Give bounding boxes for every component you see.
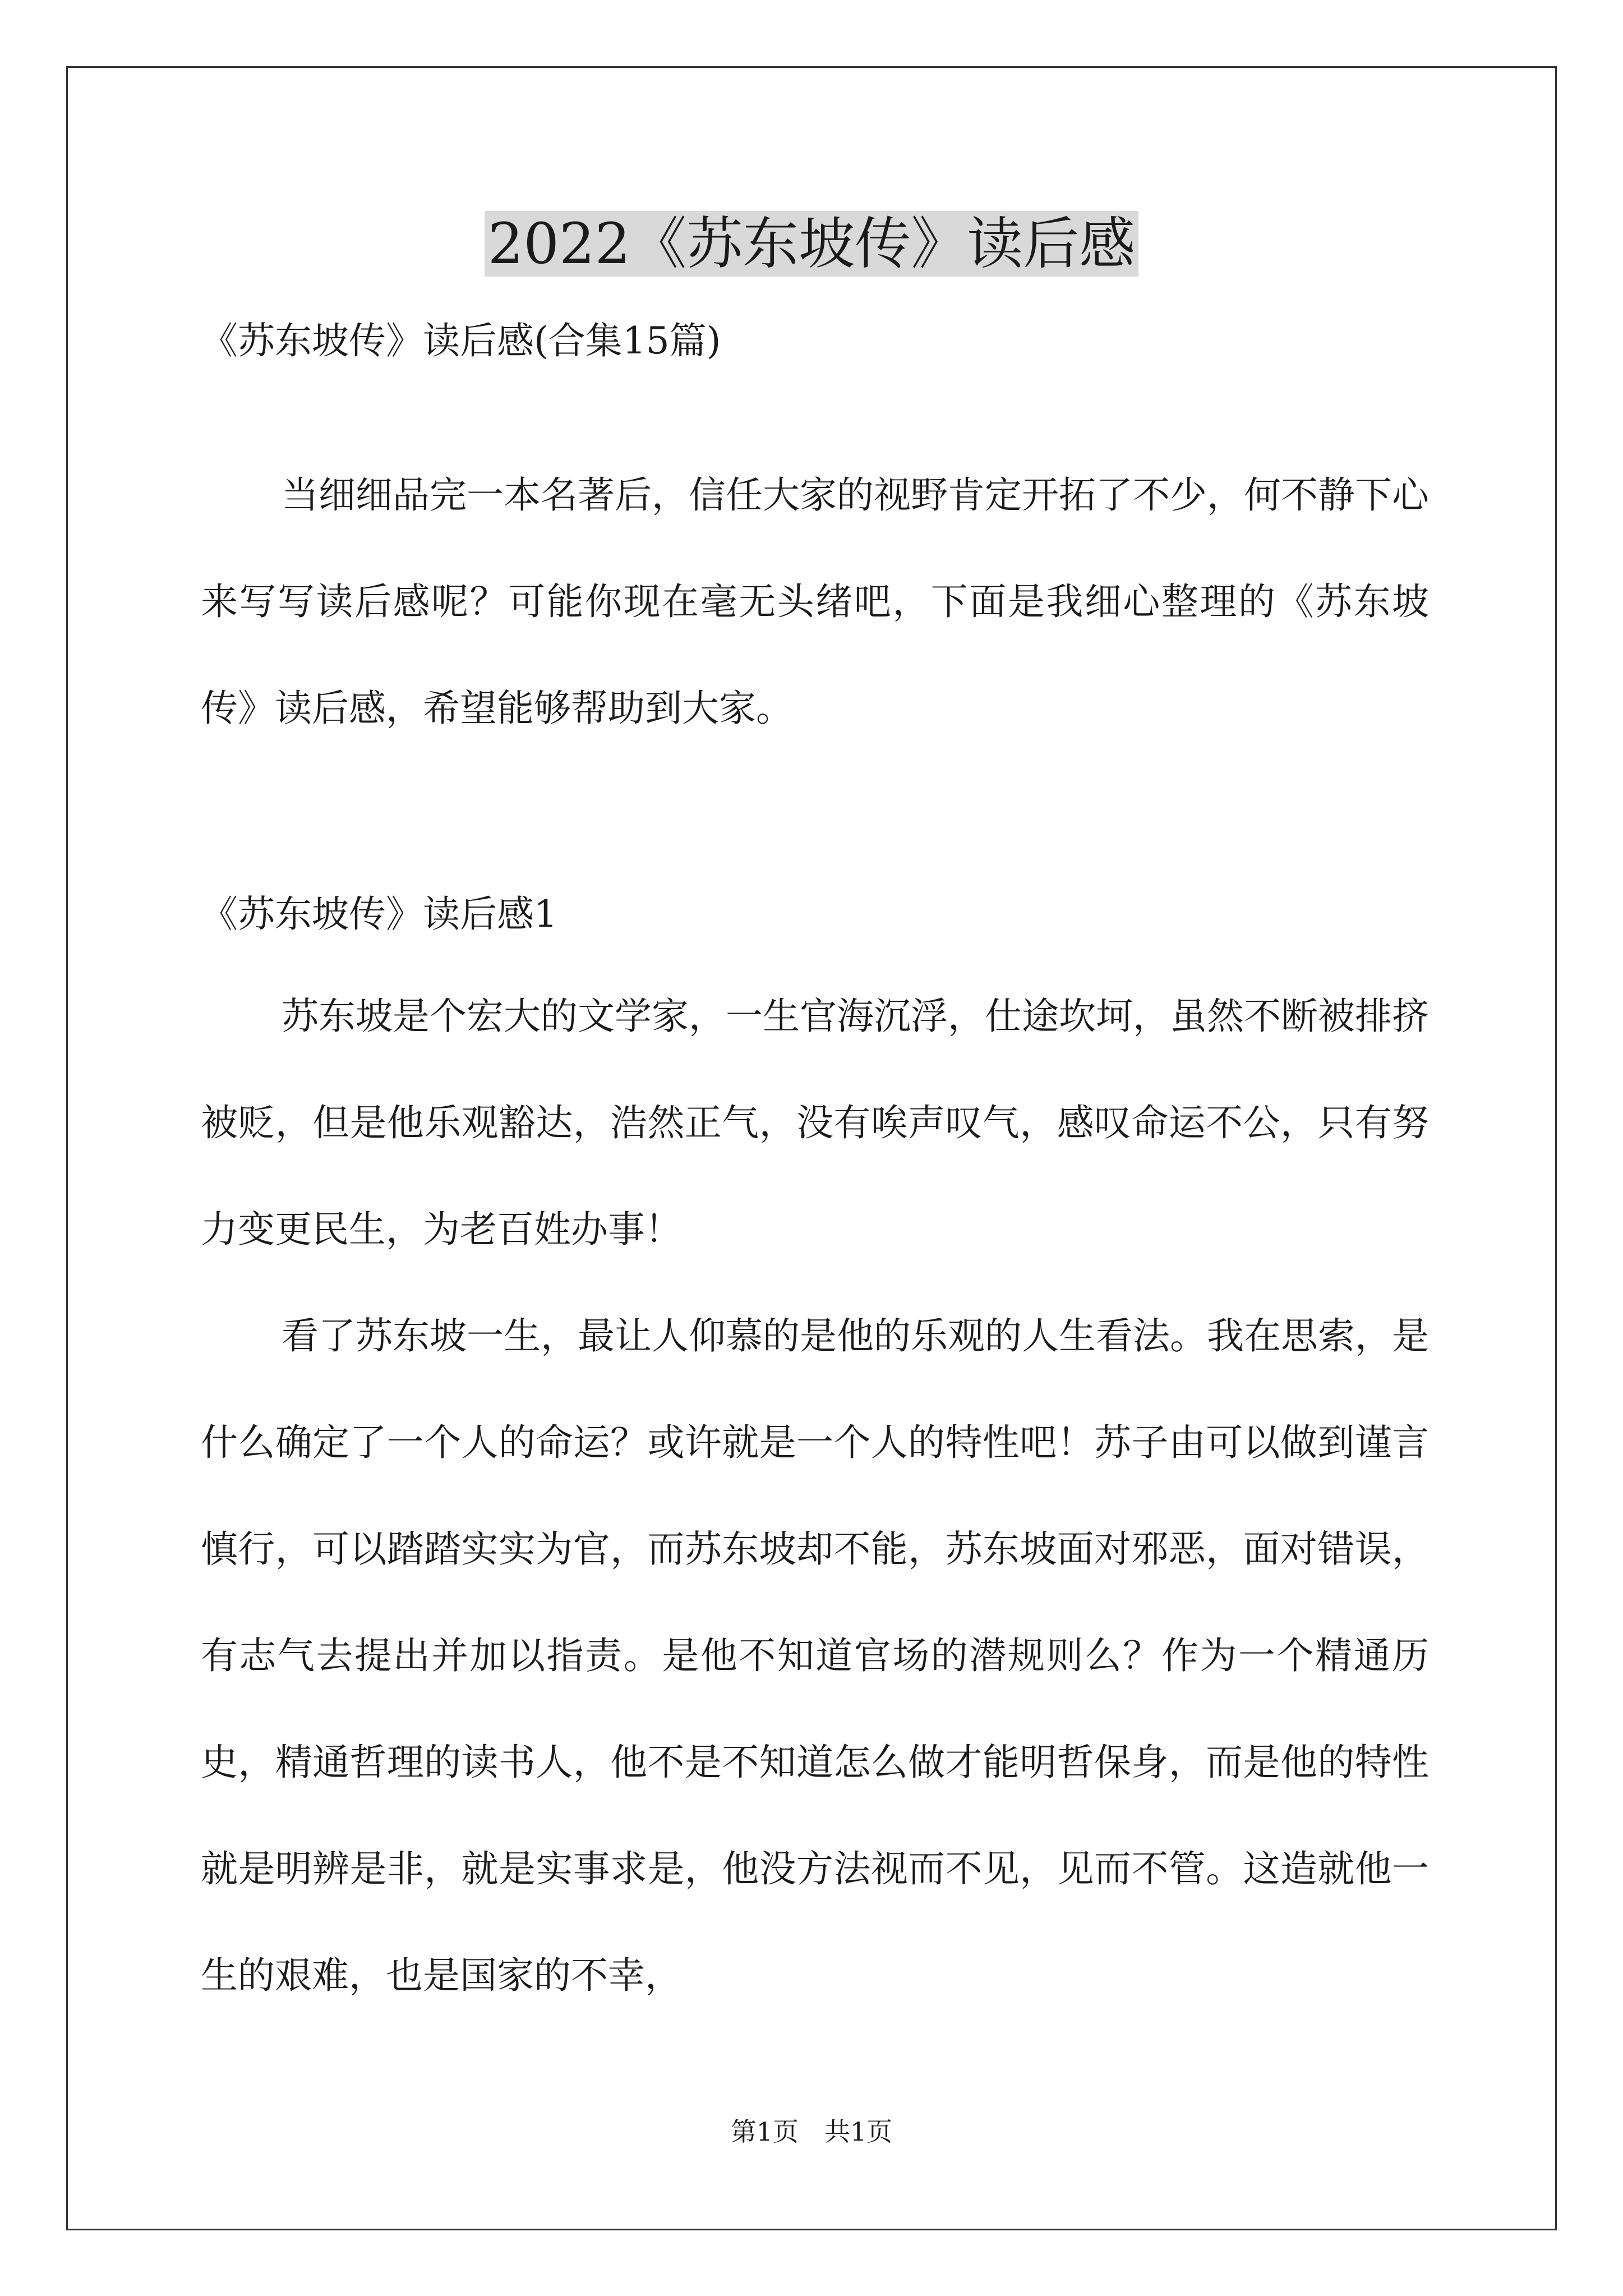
- body-paragraph-2: 看了苏东坡一生，最让人仰慕的是他的乐观的人生看法。我在思索，是什么确定了一个人的命运？或许就是一个人的特性吧！苏子由可以做到谨言慎行，可以踏踏实实为官，而苏东坡却不能，苏东坡面对邪恶，面对错误，有志气去提出并加以指责。是他不知道官场的潜规则么？作为一个精通历史，精通哲理的读书人，他不是不知道怎么做才能明哲保身，而是他的特性就是明辨是非，就是实事求是，他没方法视而不见，见而不管。这造就他一生的艰难，也是国家的不幸，: [201, 1314, 1429, 1997]
- section-heading: 《苏东坡传》读后感1: [201, 892, 557, 936]
- page-footer: 第1页 共1页: [730, 2116, 893, 2147]
- intro-paragraph: 当细细品完一本名著后，信任大家的视野肯定开拓了不少，何不静下心来写写读后感呢？可能你现在毫无头绪吧，下面是我细心整理的《苏东坡传》读后感，希望能够帮助到大家。: [201, 473, 1429, 730]
- body-paragraph-1: 苏东坡是个宏大的文学家，一生官海沉浮，仕途坎坷，虽然不断被排挤被贬，但是他乐观豁达，浩然正气，没有唉声叹气，感叹命运不公，只有努力变更民生，为老百姓办事！: [201, 995, 1429, 1251]
- document-title: [0, 205, 1623, 283]
- document-title-text: 2022《苏东坡传》读后感: [485, 211, 1139, 277]
- document-subtitle: 《苏东坡传》读后感(合集15篇): [201, 319, 721, 362]
